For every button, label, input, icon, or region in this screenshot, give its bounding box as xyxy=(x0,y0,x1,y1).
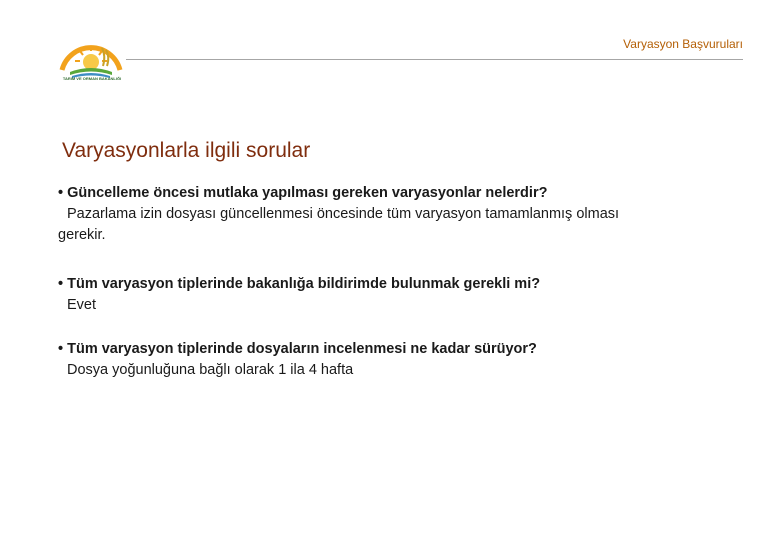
question-text: • Tüm varyasyon tiplerinde bakanlığa bildirimde bulunmak gerekli mi? xyxy=(58,276,541,292)
ministry-logo xyxy=(54,26,128,92)
logo-emblem-icon xyxy=(54,26,128,92)
qa-item-3 xyxy=(58,339,748,381)
qa-item-2 xyxy=(58,274,748,316)
question-text: • Güncelleme öncesi mutlaka yapılması gereken varyasyonlar nelerdir? xyxy=(58,185,548,201)
question-text: • Tüm varyasyon tiplerinde dosyaların incelenmesi ne kadar sürüyor? xyxy=(58,341,537,357)
logo-caption: TARIM VE ORMAN BAKANLIĞI xyxy=(62,76,122,81)
qa-item-1 xyxy=(58,183,748,246)
answer-text: Evet xyxy=(67,297,97,313)
header-divider xyxy=(126,59,743,60)
header-title: Varyasyon Başvuruları xyxy=(623,37,743,51)
answer-text: Pazarlama izin dosyası güncellenmesi öncesinde tüm varyasyon tamamlanmış olması xyxy=(67,206,620,222)
slide-title: Varyasyonlarla ilgili sorular xyxy=(62,139,311,162)
answer-text: Dosya yoğunluğuna bağlı olarak 1 ila 4 hafta xyxy=(67,362,354,378)
answer-text-continued: gerekir. xyxy=(58,227,106,243)
